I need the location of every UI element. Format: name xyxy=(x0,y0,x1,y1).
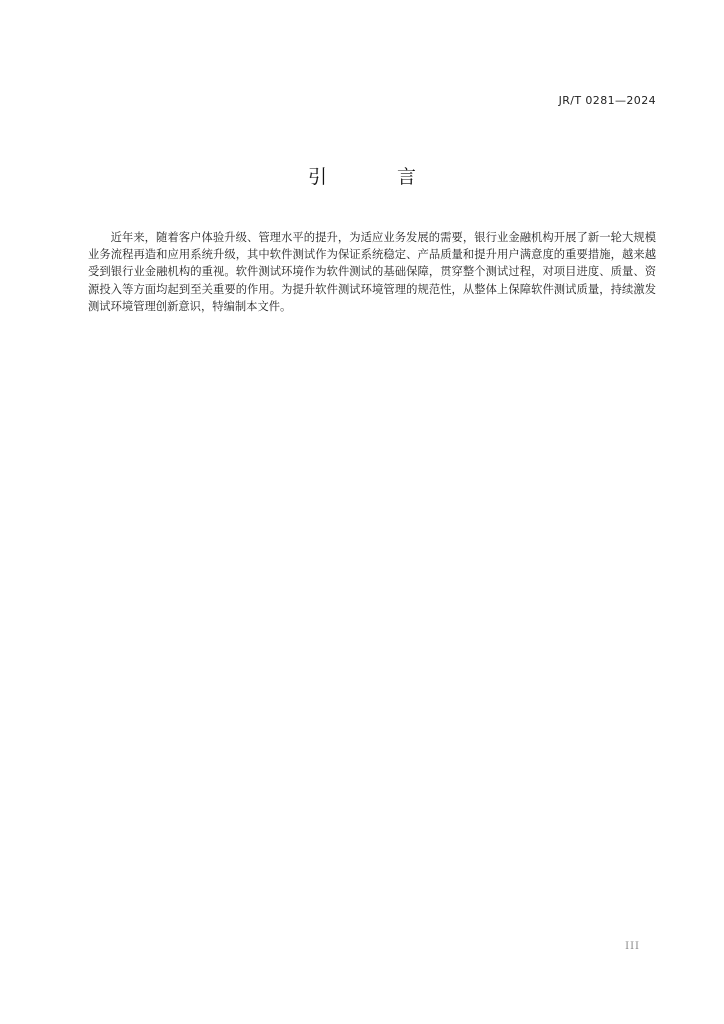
document-standard-code: JR/T 0281—2024 xyxy=(558,94,656,107)
section-title: 引 言 xyxy=(307,166,449,188)
introduction-paragraph: 近年来，随着客户体验升级、管理水平的提升，为适应业务发展的需要，银行业金融机构开展了新一轮大规模业务流程再造和应用系统升级，其中软件测试作为保证系统稳定、产品质量和提升用户满意度的重要措施，越来越受到银行业金融机构的重视。软件测试环境作为软件测试的基础保障，贯穿整个测试过程，对项目进度、质量、资源投入等方面均起到至关重要的作用。为提升软件测试环境管理的规范性，从整体上保障软件测试质量，持续激发测试环境管理创新意识，特编制本文件。 xyxy=(88,231,656,313)
page-number: III xyxy=(625,941,640,952)
